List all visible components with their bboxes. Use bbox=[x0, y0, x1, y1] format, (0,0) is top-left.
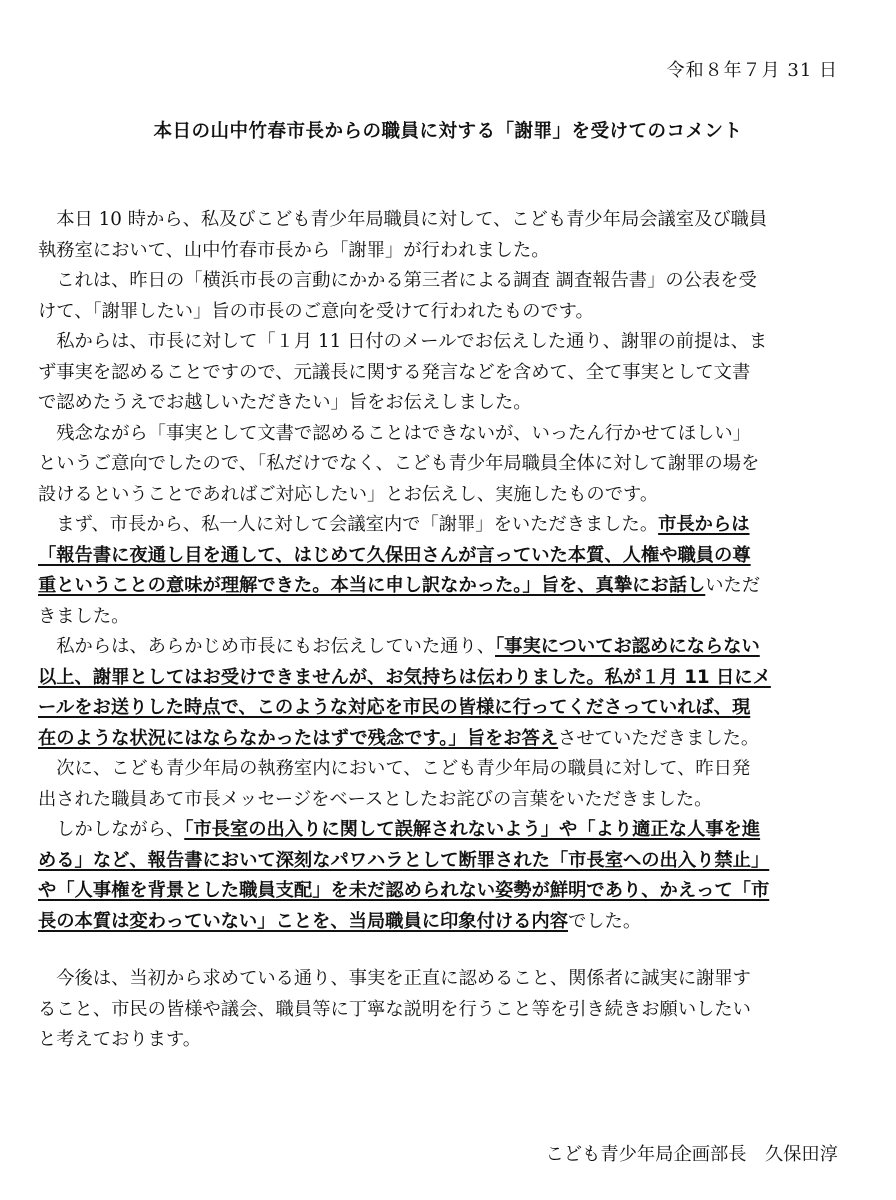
emphasized-text: 長の本質は変わっていない」ことを、当局職員に印象付ける内容 bbox=[38, 910, 568, 932]
paragraph bbox=[38, 754, 858, 815]
text-line: これは、昨日の「横浜市長の言動にかかる第三者による調査 調査報告書」の公表を受 bbox=[38, 270, 757, 291]
text-line: というご意向でしたので、「私だけでなく、こども青少年局職員全体に対して謝罪の場を bbox=[38, 453, 760, 474]
emphasized-text: 「報告書に夜通し目を通して、はじめて久保田さんが言っていた本質、人権や職員の尊 bbox=[38, 544, 751, 566]
text-line bbox=[38, 510, 858, 541]
paragraph bbox=[38, 266, 858, 327]
text-line bbox=[38, 693, 858, 724]
paragraph bbox=[38, 205, 858, 266]
emphasized-text: 以上、謝罪としてはお受けできませんが、お気持ちは伝わりました。私が１月 11 日にメ bbox=[38, 666, 771, 688]
text-line bbox=[38, 571, 858, 602]
document-body bbox=[38, 205, 858, 1056]
paragraph-emphasized bbox=[38, 815, 858, 937]
text-line: 残念ながら「事実として文書で認めることはできないが、いったん行かせてほしい」 bbox=[38, 422, 751, 444]
text-line bbox=[38, 663, 858, 694]
text-line: 今後は、当初から求めている通り、事実を正直に認めること、関係者に誠実に謝罪す bbox=[38, 968, 751, 989]
text-line: 執務室において、山中竹春市長から「謝罪」が行われました。 bbox=[38, 239, 550, 261]
text-line bbox=[38, 846, 858, 877]
text-line: 本日 10 時から、私及びこども青少年局職員に対して、こども青少年局会議室及び職員 bbox=[38, 209, 768, 230]
plain-text: 私からは、あらかじめ市長にもお伝えしていた通り、 bbox=[38, 636, 496, 657]
text-line bbox=[38, 602, 858, 633]
emphasized-text: 重ということの意味が理解できた。本当に申し訳なかった。」旨を、真摯にお話し bbox=[38, 575, 706, 596]
paragraph-emphasized bbox=[38, 510, 858, 632]
paragraph bbox=[38, 327, 858, 419]
paragraph bbox=[38, 419, 858, 511]
plain-text: でした。 bbox=[567, 910, 642, 932]
text-line bbox=[38, 876, 858, 907]
document-date: 令和８年７月 31 日 bbox=[666, 60, 838, 81]
text-line: 次に、こども青少年局の執務室内において、こども青少年局の職員に対して、昨日発 bbox=[38, 758, 751, 779]
text-line bbox=[38, 541, 858, 572]
paragraph-spacer bbox=[38, 937, 858, 964]
text-line: と考えております。 bbox=[38, 1029, 202, 1050]
emphasized-text: 在のような状況にはならなかったはずで残念です。」旨をお答え bbox=[38, 727, 559, 749]
plain-text: きました。 bbox=[38, 605, 130, 627]
plain-text: いただ bbox=[705, 575, 761, 596]
emphasized-text: 「事実についてお認めにならない bbox=[495, 636, 760, 657]
emphasized-text: や「人事権を背景とした職員支配」を未だ認められない姿勢が鮮明であり、かえって「市 bbox=[38, 880, 770, 901]
text-line: 設けるということであればご対応したい」とお伝えし、実施したものです。 bbox=[38, 483, 659, 505]
text-line: 出された職員あて市長メッセージをベースとしたお詫びの言葉をいただきました。 bbox=[38, 788, 713, 810]
text-line: で認めたうえでお越しいただきたい」旨をお伝えしました。 bbox=[38, 392, 532, 413]
text-line bbox=[38, 724, 858, 755]
text-line bbox=[38, 632, 858, 663]
text-line: ず事実を認めることですので、元議長に関する発言などを含めて、全て事実として文書 bbox=[38, 361, 751, 383]
plain-text: しかしながら、 bbox=[38, 819, 185, 840]
emphasized-text: める」など、報告書において深刻なパワハラとして断罪された「市長室への出入り禁止」 bbox=[38, 849, 770, 871]
paragraph bbox=[38, 964, 858, 1056]
emphasized-text: 「市長室の出入りに関して誤解されないよう」や「より適正な人事を進 bbox=[184, 819, 761, 840]
text-line: けて、「謝罪したい」旨の市長のご意向を受けて行われたものです。 bbox=[38, 300, 594, 322]
plain-text: させていただきました。 bbox=[558, 727, 760, 749]
paragraph-emphasized bbox=[38, 632, 858, 754]
text-line bbox=[38, 907, 858, 938]
plain-text: まず、市長から、私一人に対して会議室内で「謝罪」をいただきました。 bbox=[38, 514, 659, 535]
emphasized-text: ールをお送りした時点で、このような対応を市民の皆様に行ってくださっていれば、現 bbox=[38, 697, 751, 718]
text-line: ること、市民の皆様や議会、職員等に丁寧な説明を行うこと等を引き続きお願いしたい bbox=[38, 998, 751, 1020]
signature: こども青少年局企画部長 久保田淳 bbox=[545, 1144, 838, 1165]
text-line bbox=[38, 815, 858, 846]
text-line: 私からは、市長に対して「１月 11 日付のメールでお伝えした通り、謝罪の前提は、ま bbox=[38, 331, 768, 352]
document-title: 本日の山中竹春市長からの職員に対する「謝罪」を受けてのコメント bbox=[153, 121, 743, 142]
emphasized-text: 市長からは bbox=[658, 514, 750, 535]
